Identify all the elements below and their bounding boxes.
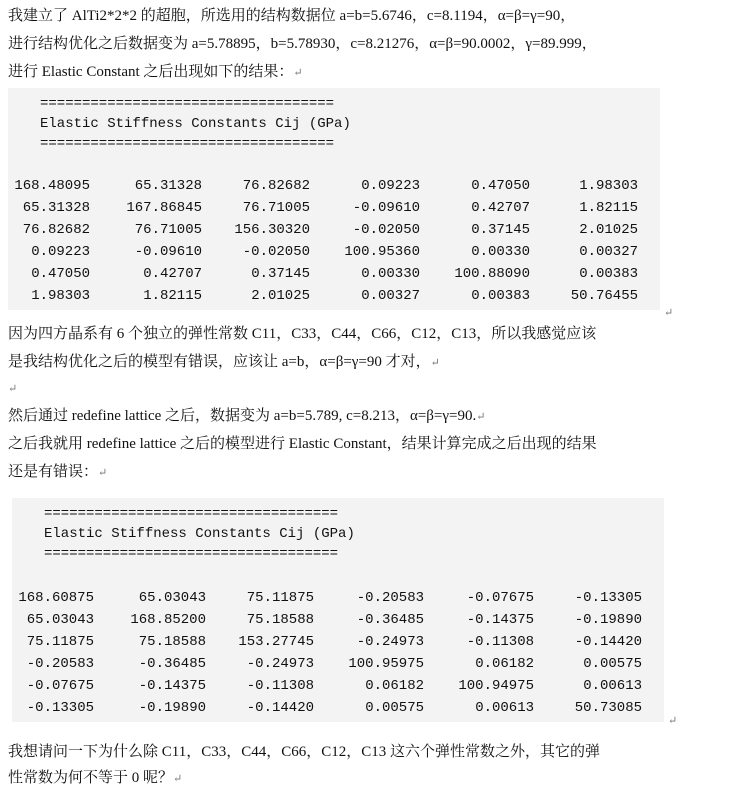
matrix-cell: 76.71005 bbox=[134, 222, 202, 238]
matrix-cell: 100.95975 bbox=[348, 656, 424, 672]
block-1-title: Elastic Stiffness Constants Cij (GPa) bbox=[40, 116, 351, 132]
paragraph-mark: ↵ bbox=[8, 383, 18, 395]
matrix-cell: 0.00330 bbox=[471, 244, 530, 260]
matrix-cell: -0.02050 bbox=[242, 244, 310, 260]
matrix-cell: 50.73085 bbox=[574, 700, 642, 716]
matrix-cell: -0.09610 bbox=[134, 244, 202, 260]
matrix-cell: 65.03043 bbox=[138, 590, 206, 606]
matrix-cell: 0.09223 bbox=[31, 244, 90, 260]
middle-line-3-text: 然后通过 redefine lattice 之后，数据变为 a=b=5.789, c=8.213，α=β=γ=90. bbox=[8, 408, 477, 424]
matrix-cell: 0.42707 bbox=[143, 266, 202, 282]
matrix-cell: 0.00327 bbox=[579, 244, 638, 260]
matrix-cell: -0.19890 bbox=[138, 700, 206, 716]
matrix-cell: 0.00383 bbox=[471, 288, 530, 304]
elastic-constants-block-1 bbox=[8, 88, 660, 310]
matrix-cell: -0.36485 bbox=[138, 656, 206, 672]
block-1-rule-top: =================================== bbox=[40, 96, 335, 112]
matrix-cell: 75.11875 bbox=[246, 590, 314, 606]
question-line-2 bbox=[8, 766, 734, 791]
paragraph-mark: ↵ bbox=[430, 357, 440, 369]
matrix-cell: -0.09610 bbox=[352, 200, 420, 216]
matrix-cell: 167.86845 bbox=[126, 200, 202, 216]
matrix-cell: 65.03043 bbox=[26, 612, 94, 628]
matrix-cell: 1.98303 bbox=[579, 178, 638, 194]
matrix-cell: 0.00330 bbox=[361, 266, 420, 282]
matrix-cell: 50.76455 bbox=[570, 288, 638, 304]
matrix-cell: 65.31328 bbox=[22, 200, 90, 216]
matrix-cell: -0.20583 bbox=[26, 656, 94, 672]
matrix-cell: 0.37145 bbox=[251, 266, 310, 282]
matrix-cell: 0.09223 bbox=[361, 178, 420, 194]
matrix-cell: 0.00575 bbox=[365, 700, 424, 716]
matrix-cell: 76.82682 bbox=[22, 222, 90, 238]
intro-line-1: 我建立了 AlTi2*2*2 的超胞，所选用的结构数据位 a=b=5.6746，c=8.1194，α=β=γ=90， bbox=[8, 8, 576, 24]
matrix-cell: 0.37145 bbox=[471, 222, 530, 238]
matrix-cell: 168.85200 bbox=[130, 612, 206, 628]
middle-line-5 bbox=[8, 460, 734, 485]
matrix-cell: -0.11308 bbox=[466, 634, 534, 650]
matrix-cell: -0.36485 bbox=[356, 612, 424, 628]
matrix-cell: 168.48095 bbox=[14, 178, 90, 194]
intro-line-3-text: 进行 Elastic Constant 之后出现如下的结果： bbox=[8, 64, 294, 80]
matrix-cell: 2.01025 bbox=[579, 222, 638, 238]
paragraph-mark: ↵ bbox=[98, 467, 108, 479]
matrix-cell: -0.24973 bbox=[246, 656, 314, 672]
block-1-end-mark: ↵ bbox=[664, 307, 674, 319]
intro-line-3 bbox=[8, 60, 734, 85]
matrix-cell: -0.13305 bbox=[574, 590, 642, 606]
matrix-cell: 100.88090 bbox=[454, 266, 530, 282]
matrix-cell: 1.82115 bbox=[143, 288, 202, 304]
matrix-cell: -0.14375 bbox=[138, 678, 206, 694]
middle-line-4: 之后我就用 redefine lattice 之后的模型进行 Elastic Constant，结果计算完成之后出现的结果 bbox=[8, 436, 597, 452]
block-2-title: Elastic Stiffness Constants Cij (GPa) bbox=[44, 526, 355, 542]
middle-line-2 bbox=[8, 350, 734, 375]
block-1-rule-bottom: =================================== bbox=[40, 136, 335, 152]
paragraph-mark: ↵ bbox=[293, 67, 303, 79]
matrix-cell: 0.42707 bbox=[471, 200, 530, 216]
matrix-cell: 100.95360 bbox=[344, 244, 420, 260]
middle-line-1: 因为四方晶系有 6 个独立的弹性常数 C11，C33，C44，C66，C12，C13，所以我感觉应该 bbox=[8, 326, 597, 342]
matrix-cell: 1.98303 bbox=[31, 288, 90, 304]
matrix-cell: 153.27745 bbox=[238, 634, 314, 650]
question-line-1: 我想请问一下为什么除 C11，C33，C44，C66，C12，C13 这六个弹性常数之外，其它的弹 bbox=[8, 744, 600, 760]
matrix-cell: 0.00613 bbox=[583, 678, 642, 694]
matrix-cell: 76.82682 bbox=[242, 178, 310, 194]
matrix-cell: -0.07675 bbox=[26, 678, 94, 694]
matrix-cell: -0.20583 bbox=[356, 590, 424, 606]
block-2-end-mark: ↵ bbox=[668, 715, 678, 727]
matrix-cell: -0.14375 bbox=[466, 612, 534, 628]
blank-line bbox=[8, 376, 734, 401]
matrix-cell: -0.11308 bbox=[246, 678, 314, 694]
matrix-cell: -0.24973 bbox=[356, 634, 424, 650]
paragraph-mark: ↵ bbox=[173, 773, 183, 785]
matrix-cell: 156.30320 bbox=[234, 222, 310, 238]
matrix-cell: 2.01025 bbox=[251, 288, 310, 304]
matrix-cell: 1.82115 bbox=[579, 200, 638, 216]
middle-line-5-text: 还是有错误： bbox=[8, 464, 99, 480]
matrix-cell: 0.06182 bbox=[475, 656, 534, 672]
block-2-rule-top: =================================== bbox=[44, 506, 339, 522]
paragraph-mark: ↵ bbox=[476, 411, 486, 423]
elastic-constants-block-2 bbox=[12, 498, 664, 722]
matrix-cell: 75.18588 bbox=[138, 634, 206, 650]
matrix-cell: 75.11875 bbox=[26, 634, 94, 650]
matrix-cell: 76.71005 bbox=[242, 200, 310, 216]
matrix-cell: 65.31328 bbox=[134, 178, 202, 194]
matrix-cell: 168.60875 bbox=[18, 590, 94, 606]
matrix-cell: -0.02050 bbox=[352, 222, 420, 238]
question-line-2-text: 性常数为何不等于 0 呢？ bbox=[8, 770, 174, 786]
matrix-cell: 0.00383 bbox=[579, 266, 638, 282]
matrix-cell: 0.00613 bbox=[475, 700, 534, 716]
matrix-cell: -0.14420 bbox=[574, 634, 642, 650]
matrix-cell: 0.06182 bbox=[365, 678, 424, 694]
matrix-cell: -0.13305 bbox=[26, 700, 94, 716]
matrix-cell: -0.19890 bbox=[574, 612, 642, 628]
matrix-cell: 75.18588 bbox=[246, 612, 314, 628]
matrix-cell: 0.47050 bbox=[471, 178, 530, 194]
intro-line-2: 进行结构优化之后数据变为 a=5.78895，b=5.78930，c=8.21276，α=β=90.0002，γ=89.999， bbox=[8, 36, 597, 52]
matrix-cell: -0.14420 bbox=[246, 700, 314, 716]
matrix-cell: 0.47050 bbox=[31, 266, 90, 282]
matrix-cell: 0.00575 bbox=[583, 656, 642, 672]
matrix-cell: 0.00327 bbox=[361, 288, 420, 304]
block-2-rule-bottom: =================================== bbox=[44, 546, 339, 562]
matrix-cell: -0.07675 bbox=[466, 590, 534, 606]
matrix-cell: 100.94975 bbox=[458, 678, 534, 694]
middle-line-2-text: 是我结构优化之后的模型有错误，应该让 a=b，α=β=γ=90 才对， bbox=[8, 354, 431, 370]
middle-line-3 bbox=[8, 404, 734, 429]
